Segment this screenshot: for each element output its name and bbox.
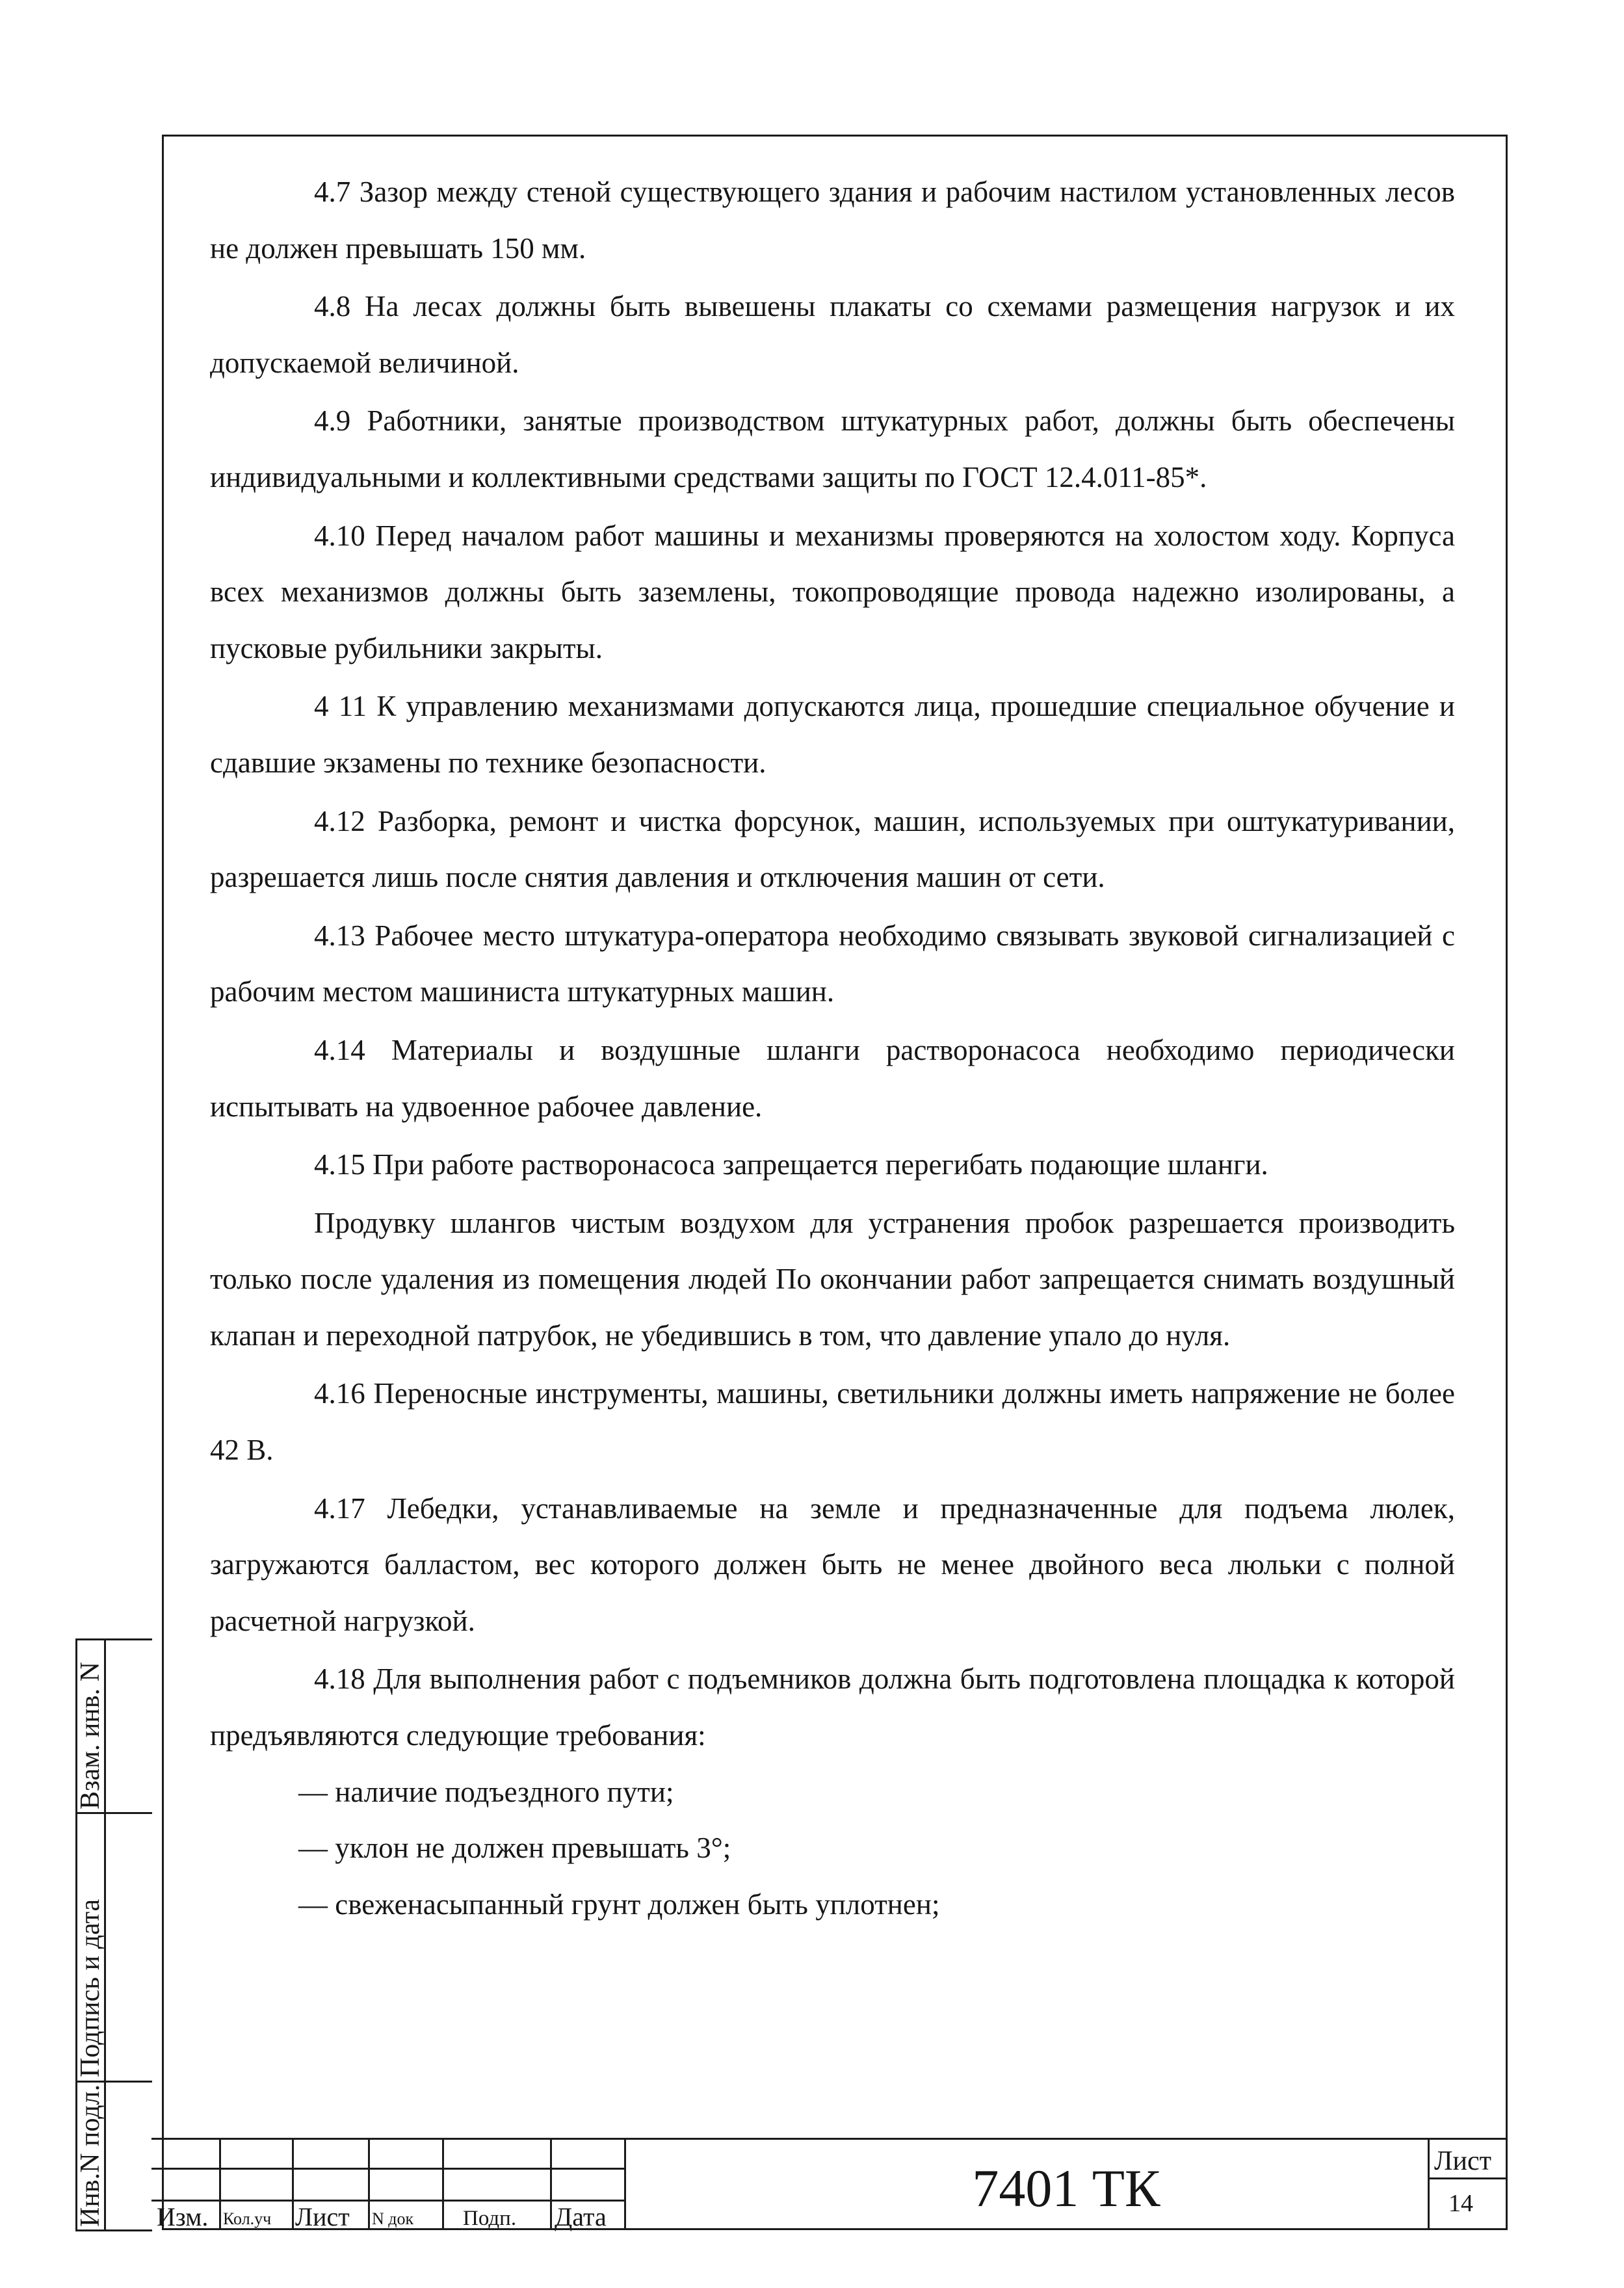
title-block-line xyxy=(151,2168,626,2170)
title-block-line xyxy=(292,2138,294,2230)
paragraph-4-8: 4.8 На лесах должны быть вывешены плакаты со схемами размещения нагрузок и их допускаемой величиной. xyxy=(210,290,1455,379)
paragraph-4-11: 4 11 К управлению механизмами допускаются лица, прошедшие специальное обучение и сдавшие экзамены по технике безопасности. xyxy=(210,690,1455,779)
paragraph-4-13: 4.13 Рабочее место штукатура-оператора необходимо связывать звуковой сигнализацией с рабочим местом машиниста штукатурных машин. xyxy=(210,919,1455,1008)
title-block-line xyxy=(1428,2177,1508,2179)
paragraph-4-10: 4.10 Перед началом работ машины и механизмы проверяются на холостом ходу. Корпуса всех механизмов должны быть заземлены, токопроводящие провода надежно изолированы, а пусковые рубильники закрыты. xyxy=(210,519,1455,664)
document-code: 7401 ТК xyxy=(972,2159,1160,2218)
inv-podl-label: Инв.N подл. xyxy=(75,2084,105,2227)
paragraph-4-15: 4.15 При работе растворонасоса запрещается перегибать подающие шланги. xyxy=(314,1148,1268,1181)
list-item: — наличие подъездного пути; xyxy=(298,1775,674,1808)
podp-label: Подп. xyxy=(463,2207,517,2230)
paragraph-4-17: 4.17 Лебедки, устанавливаемые на земле и предназначенные для подъема люлек, загружаются балластом, вес которого должен быть не менее двойного веса люльки с полной расчетной нагрузкой. xyxy=(210,1492,1455,1637)
n-dok-label: N док xyxy=(372,2209,414,2228)
title-block-line xyxy=(624,2138,626,2230)
title-block-line xyxy=(151,2200,626,2202)
kol-uch-label: Кол.уч xyxy=(223,2209,272,2228)
side-stamp-divider xyxy=(75,2081,152,2083)
list-label: Лист xyxy=(295,2202,350,2231)
title-block-line xyxy=(219,2138,221,2230)
paragraph-4-12: 4.12 Разборка, ремонт и чистка форсунок, машин, используемых при оштукатуривании, разрешается лишь после снятия давления и отключения машин от сети. xyxy=(210,804,1455,894)
izm-label: Изм. xyxy=(157,2202,209,2231)
paragraph-4-16: 4.16 Переносные инструменты, машины, светильники должны иметь напряжение не более 42 В. xyxy=(210,1377,1455,1467)
list-item: — свеженасыпанный грунт должен быть уплотнен; xyxy=(298,1887,940,1921)
paragraph-4-14: 4.14 Материалы и воздушные шланги растворонасоса необходимо периодически испытывать на удвоенное рабочее давление. xyxy=(210,1033,1455,1123)
sheet-label: Лист xyxy=(1434,2146,1491,2176)
title-block-line xyxy=(1428,2138,1430,2230)
paragraph-4-18: 4.18 Для выполнения работ с подъемников должна быть подготовлена площадка к которой предъявляются следующие требования: xyxy=(210,1663,1455,1752)
paragraph-4-9: 4.9 Работники, занятые производством штукатурных работ, должны быть обеспечены индивидуальными и коллективными средствами защиты по ГОСТ 12.4.011-85*. xyxy=(210,404,1455,493)
data-label: Дата xyxy=(555,2202,607,2231)
podpis-data-label: Подпись и дата xyxy=(75,1899,105,2077)
paragraph-4-7: 4.7 Зазор между стеной существующего здания и рабочим настилом установленных лесов не должен превышать 150 мм. xyxy=(210,176,1455,265)
title-block-line xyxy=(368,2138,370,2230)
title-block-line xyxy=(550,2138,552,2230)
title-block-top xyxy=(151,2138,1508,2140)
list-item: — уклон не должен превышать 3°; xyxy=(298,1832,731,1865)
vzam-inv-label: Взам. инв. N xyxy=(75,1662,105,1809)
document-body xyxy=(210,164,1455,1932)
side-stamp-divider xyxy=(75,1812,152,1814)
title-block-line xyxy=(442,2138,444,2230)
paragraph-blowing-hoses: Продувку шлангов чистым воздухом для устранения пробок разрешается производить только после удаления из помещения людей По окончании работ запрещается снимать воздушный клапан и переходной патрубок, не убедившись в том, что давление упало до нуля. xyxy=(210,1206,1455,1352)
sheet-number: 14 xyxy=(1448,2190,1473,2217)
